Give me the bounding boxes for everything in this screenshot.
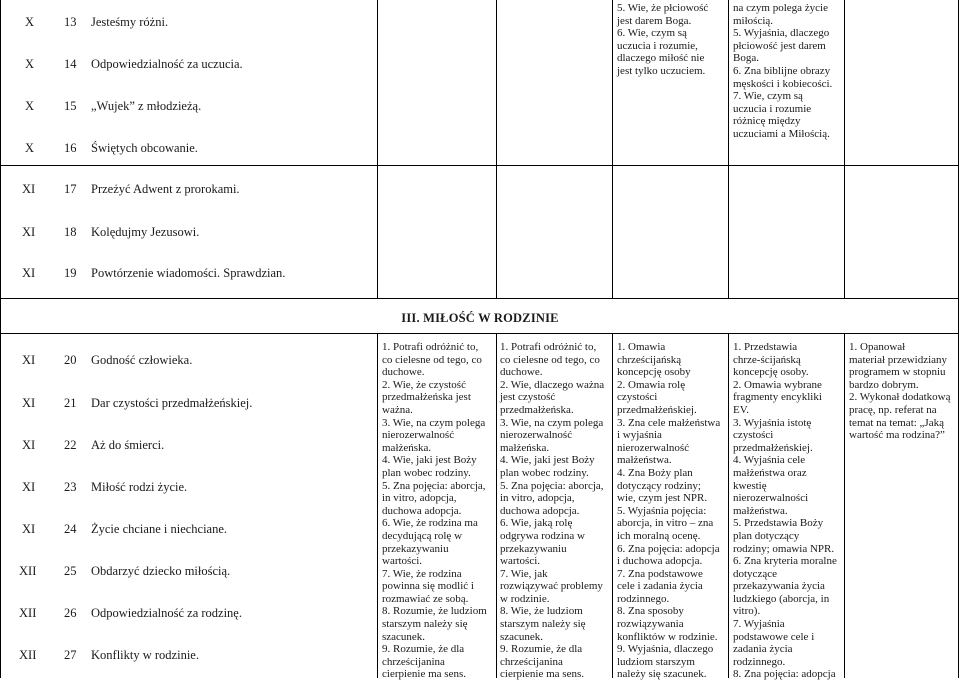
- row-title: Miłość rodzi życie.: [91, 480, 188, 494]
- row-title: Obdarzyć dziecko miłością.: [91, 564, 231, 578]
- grid-line-col-d-bottom: [728, 333, 729, 678]
- row-title: Powtórzenie wiadomości. Sprawdzian.: [91, 266, 286, 280]
- row-title: Jesteśmy różni.: [91, 15, 169, 29]
- grid-line-col-a-bottom: [377, 333, 378, 678]
- row-number: 21: [64, 396, 77, 410]
- requirements-column-d: 1. Przedstawia chrze-ścijańską koncepcję osoby. 2. Omawia wybrane fragmenty encykliki EV. 3. Wyjaśnia istotę czystości przedmałżeńskiej. 4. Wyjaśnia cele małżeństwa oraz kwestię nierozerwalności małżeństwa. 5. Przedstawia Boży plan dotyczący rodziny; omawia NPR. 6. Zna kryteria moralne dotyczące przekazywania życia ludzkiego (aborcja, in vitro). 7. Wyjaśnia podstawowe cele i zadania życia rodzinnego. 8. Zna pojęcia: adopcja: [733, 341, 837, 681]
- row-month: XII: [19, 606, 37, 620]
- row-month: X: [25, 15, 35, 29]
- grid-line-col-c-bottom: [612, 333, 613, 678]
- section-title: III. MIŁOŚĆ W RODZINIE: [401, 311, 559, 325]
- grid-line-after-section: [0, 333, 959, 334]
- row-number: 17: [64, 182, 77, 196]
- row-number: 22: [64, 438, 77, 452]
- row-number: 15: [64, 99, 77, 113]
- grid-line-col-c: [612, 0, 613, 298]
- grid-line-col-b-bottom: [496, 333, 497, 678]
- row-number: 19: [64, 266, 77, 280]
- row-month: X: [25, 99, 35, 113]
- row-number: 27: [64, 648, 77, 662]
- row-title: Przeżyć Adwent z prorokami.: [91, 182, 240, 196]
- top-requirements-good: na czym polega życie miłością. 5. Wyjaśnia, dlaczego płciowość jest darem Boga. 6. Zna biblijne obrazy męskości i kobiecości. 7. Wie, czym są uczucia i rozumie różnicę między uczuciami a Miłością.: [733, 2, 833, 140]
- requirements-column-c: 1. Omawia chrześcijańską koncepcję osoby 2. Omawia rolę czystości przedmałżeńskiej. 3. Zna cele małżeństwa i wyjaśnia nierozerwalność małżeństwa. 4. Zna Boży plan dotyczący rodziny; wie, czym jest NPR. 5. Wyjaśnia pojęcia: aborcja, in vitro – zna ich moralną ocenę. 6. Zna pojęcia: adopcja i duchowa adopcja. 7. Zna podstawowe cele i zadania życia rodzinnego. 8. Zna sposoby rozwiązywania konfliktów w rodzinie. 9. Wyjaśnia, dlaczego ludziom starszym należy się szacunek.: [617, 341, 721, 681]
- row-title: Aż do śmierci.: [91, 438, 165, 452]
- row-month: X: [25, 141, 35, 155]
- row-number: 14: [64, 57, 77, 71]
- grid-line-after-top-table: [0, 165, 959, 166]
- row-month: XI: [22, 353, 36, 367]
- row-title: Odpowiedzialność za uczucia.: [91, 57, 243, 71]
- row-number: 20: [64, 353, 77, 367]
- row-number: 25: [64, 564, 77, 578]
- row-number: 16: [64, 141, 77, 155]
- row-title: Świętych obcowanie.: [91, 141, 198, 155]
- row-month: XI: [22, 438, 36, 452]
- grid-line-col-d: [728, 0, 729, 298]
- requirements-column-b: 1. Potrafi odróżnić to, co cielesne od tego, co duchowe. 2. Wie, dlaczego ważna jest czystość przedmałżeńska. 3. Wie, na czym polega nierozerwalność małżeńska. 4. Wie, jaki jest Boży plan wobec rodziny. 5. Zna pojęcia: aborcja, in vitro, adopcja, duchowa adopcja. 6. Wie, jaką rolę odgrywa rodzina w przekazywaniu wartości. 7. Wie, jak rozwiązywać problemy w rodzinie. 8. Wie, że ludziom starszym należy się szacunek. 9. Rozumie, że dla chrześcijanina cierpienie ma sens.: [500, 341, 605, 681]
- grid-line-col-b: [496, 0, 497, 298]
- row-title: Życie chciane i niechciane.: [91, 522, 228, 536]
- row-title: Odpowiedzialność za rodzinę.: [91, 606, 242, 620]
- row-month: XI: [22, 480, 36, 494]
- row-month: XI: [22, 396, 36, 410]
- row-number: 13: [64, 15, 77, 29]
- row-month: XI: [22, 182, 36, 196]
- row-month: X: [25, 57, 35, 71]
- grid-line-col-a: [377, 0, 378, 298]
- row-month: XI: [22, 266, 36, 280]
- row-title: Dar czystości przedmałżeńskiej.: [91, 396, 253, 410]
- requirements-column-e: 1. Opanował materiał przewidziany programem w stopniu bardzo dobrym. 2. Wykonał dodatkową pracę, np. referat na temat na temat: „Jaką wartość ma rodzina?”: [849, 341, 951, 442]
- row-title: Kolędujmy Jezusowi.: [91, 225, 200, 239]
- requirements-column-a: 1. Potrafi odróżnić to, co cielesne od tego, co duchowe. 2. Wie, że czystość przedmałżeńska jest ważna. 3. Wie, na czym polega nierozerwalność małżeńska. 4. Wie, jaki jest Boży plan wobec rodziny. 5. Zna pojęcia: aborcja, in vitro, adopcja, duchowa adopcja. 6. Wie, że rodzina ma decydującą rolę w przekazywaniu wartości. 7. Wie, że rodzina powinna się modlić i rozmawiać ze sobą. 8. Rozumie, że ludziom starszym należy się szacunek. 9. Rozumie, że dla chrześcijanina cierpienie ma sens.: [382, 341, 487, 681]
- row-title: Godność człowieka.: [91, 353, 193, 367]
- grid-line-col-e-bottom: [844, 333, 845, 678]
- row-number: 23: [64, 480, 77, 494]
- row-number: 18: [64, 225, 77, 239]
- row-month: XII: [19, 564, 37, 578]
- grid-line-col-e: [844, 0, 845, 298]
- row-title: „Wujek” z młodzieżą.: [91, 99, 202, 113]
- row-number: 26: [64, 606, 77, 620]
- grid-line-before-section: [0, 298, 959, 299]
- row-month: XI: [22, 225, 36, 239]
- top-requirements-basic: 5. Wie, że płciowość jest darem Boga. 6. Wie, czym są uczucia i rozumie, dlaczego miłość nie jest tylko uczuciem.: [617, 2, 709, 77]
- row-month: XI: [22, 522, 36, 536]
- row-number: 24: [64, 522, 77, 536]
- grid-line-right: [958, 0, 959, 678]
- row-month: XII: [19, 648, 37, 662]
- grid-line-left: [0, 0, 1, 678]
- row-title: Konflikty w rodzinie.: [91, 648, 199, 662]
